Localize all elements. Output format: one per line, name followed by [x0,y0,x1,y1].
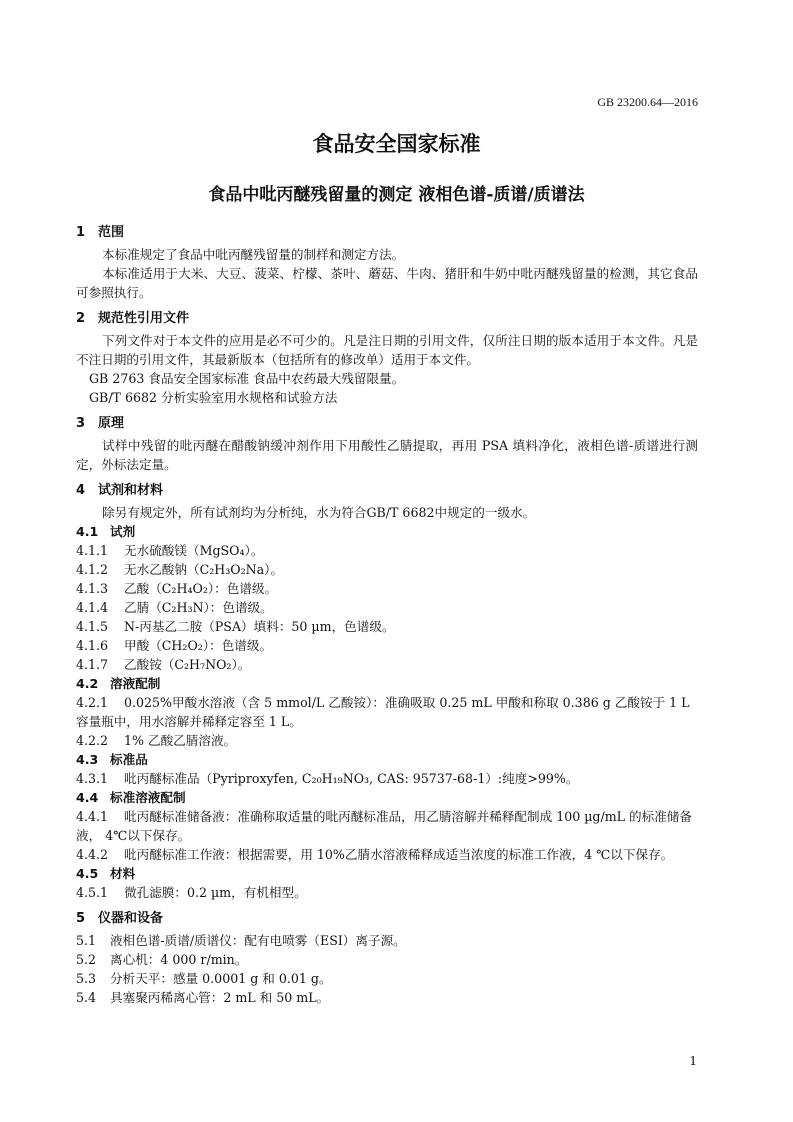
subsection-title: 标准溶液配制 [110,790,186,805]
document-subtitle: 食品中吡丙醚残留量的测定 液相色谱-质谱/质谱法 [208,185,585,205]
subsection-heading [76,864,698,883]
reference-item: GB/T 6682 分析实验室用水规格和试验方法 [89,390,338,405]
item-text: 乙酸（C₂H₄O₂）：色谱级。 [124,581,278,596]
item-text: 分析天平：感量 0.0001 g 和 0.01 g。 [110,971,332,986]
section-number: 5 [76,911,86,926]
subsection-title: 溶液配制 [110,676,161,691]
section-heading-normative-references [76,309,698,328]
item-number: 4.1.4 [76,600,109,615]
paragraph: 本标准适用于大米、大豆、菠菜、柠檬、茶叶、蘑菇、牛肉、猪肝和牛奶中吡丙醚残留量的检测，其它食品可参照执行。 [76,266,698,300]
list-item [76,560,698,579]
subsection-heading [76,788,698,807]
item-number: 4.1.6 [76,638,109,653]
section-title: 仪器和设备 [98,911,164,926]
paragraph: 试样中残留的吡丙醚在醋酸钠缓冲剂作用下用酸性乙腈提取，再用 PSA 填料净化，液相色谱-质谱进行测定，外标法定量。 [76,438,698,472]
document-title: 食品安全国家标准 [312,132,481,156]
standard-number: GB 23200.64—2016 [597,95,698,109]
list-item [76,883,698,902]
list-item [76,579,698,598]
item-number: 5.4 [76,990,97,1005]
item-text: 1% 乙酸乙腈溶液。 [124,733,237,748]
item-text: 吡丙醚标准储备液：准确称取适量的吡丙醚标准品，用乙腈溶解并稀释配制成 100 µg/mL 的标准储备液， 4℃以下保存。 [76,809,692,843]
paragraph: 除另有规定外，所有试剂均为分析纯，水为符合GB/T 6682中规定的一级水。 [102,505,536,520]
item-text: 无水乙酸钠（C₂H₃O₂Na）。 [124,562,284,577]
list-item [76,845,698,864]
subsection-number: 4.3 [76,752,99,767]
subsection-heading [76,522,698,541]
subsection-number: 4.4 [76,790,99,805]
section-title: 试剂和材料 [98,483,164,498]
list-item [76,731,698,750]
item-number: 4.4.2 [76,847,109,862]
list-item [76,541,698,560]
list-item [76,636,698,655]
item-number: 4.2.2 [76,733,109,748]
item-text: 液相色谱-质谱/质谱仪：配有电喷雾（ESI）离子源。 [110,933,406,948]
section-title: 范围 [98,225,125,240]
item-number: 4.1.1 [76,543,109,558]
subsection-number: 4.1 [76,524,99,539]
section-title: 原理 [98,416,125,431]
list-item [76,655,698,674]
paragraph: 本标准规定了食品中吡丙醚残留量的制样和测定方法。 [102,247,405,262]
section-number: 4 [76,483,86,498]
item-text: 甲酸（CH₂O₂）：色谱级。 [124,638,273,653]
page-number: 1 [689,1054,697,1068]
list-item [76,598,698,617]
section-heading-apparatus [76,909,698,928]
item-text: 0.025%甲酸水溶液（含 5 mmol/L 乙酸铵）：准确吸取 0.25 mL 甲酸和称取 0.386 g 乙酸铵于 1 L 容量瓶中，用水溶解并稀释定容至 1 L。 [76,695,690,729]
section-title: 规范性引用文件 [98,311,190,326]
item-text: 乙腈（C₂H₃N）：色谱级。 [124,600,273,615]
section-heading-scope [76,223,698,242]
item-text: N-丙基乙二胺（PSA）填料：50 µm，色谱级。 [124,619,395,634]
item-number: 4.1.7 [76,657,109,672]
section-number: 2 [76,311,86,326]
list-item [76,931,698,950]
item-text: 吡丙醚标准品（Pyriproxyfen, C₂₀H₁₉NO₃, CAS: 95737-68-1）:纯度>99%。 [124,771,579,786]
item-number: 4.1.2 [76,562,109,577]
item-number: 5.1 [76,933,97,948]
section-heading-principle [76,414,698,433]
item-number: 4.1.3 [76,581,109,596]
item-text: 吡丙醚标准工作液：根据需要，用 10%乙腈水溶液稀释成适当浓度的标准工作液，4 ℃以下保存。 [124,847,674,862]
document-body [76,216,698,1007]
subsection-heading [76,674,698,693]
item-number: 4.3.1 [76,771,109,786]
reference-item: GB 2763 食品安全国家标准 食品中农药最大残留限量。 [89,371,405,386]
paragraph: 下列文件对于本文件的应用是必不可少的。凡是注日期的引用文件，仅所注日期的版本适用于本文件。凡是不注日期的引用文件，其最新版本（包括所有的修改单）适用于本文件。 [76,333,698,367]
item-number: 4.4.1 [76,809,109,824]
list-item [76,769,698,788]
section-number: 1 [76,225,86,240]
list-item [76,950,698,969]
item-text: 离心机：4 000 r/min。 [110,952,248,967]
item-number: 5.3 [76,971,97,986]
item-number: 4.2.1 [76,695,109,710]
subsection-title: 标准品 [110,752,148,767]
section-heading-reagents [76,481,698,500]
list-item [76,988,698,1007]
item-text: 微孔滤膜：0.2 µm，有机相型。 [124,885,307,900]
item-number: 5.2 [76,952,97,967]
item-number: 4.1.5 [76,619,109,634]
subsection-title: 材料 [110,866,136,881]
item-text: 无水硫酸镁（MgSO₄）。 [124,543,264,558]
subsection-number: 4.2 [76,676,99,691]
item-text: 具塞聚丙稀离心管：2 mL 和 50 mL。 [110,990,330,1005]
list-item [76,693,698,731]
list-item [76,969,698,988]
subsection-title: 试剂 [110,524,136,539]
item-number: 4.5.1 [76,885,109,900]
subsection-heading [76,750,698,769]
section-number: 3 [76,416,86,431]
item-text: 乙酸铵（C₂H₇NO₂）。 [124,657,251,672]
list-item [76,807,698,845]
subsection-number: 4.5 [76,866,99,881]
list-item [76,617,698,636]
